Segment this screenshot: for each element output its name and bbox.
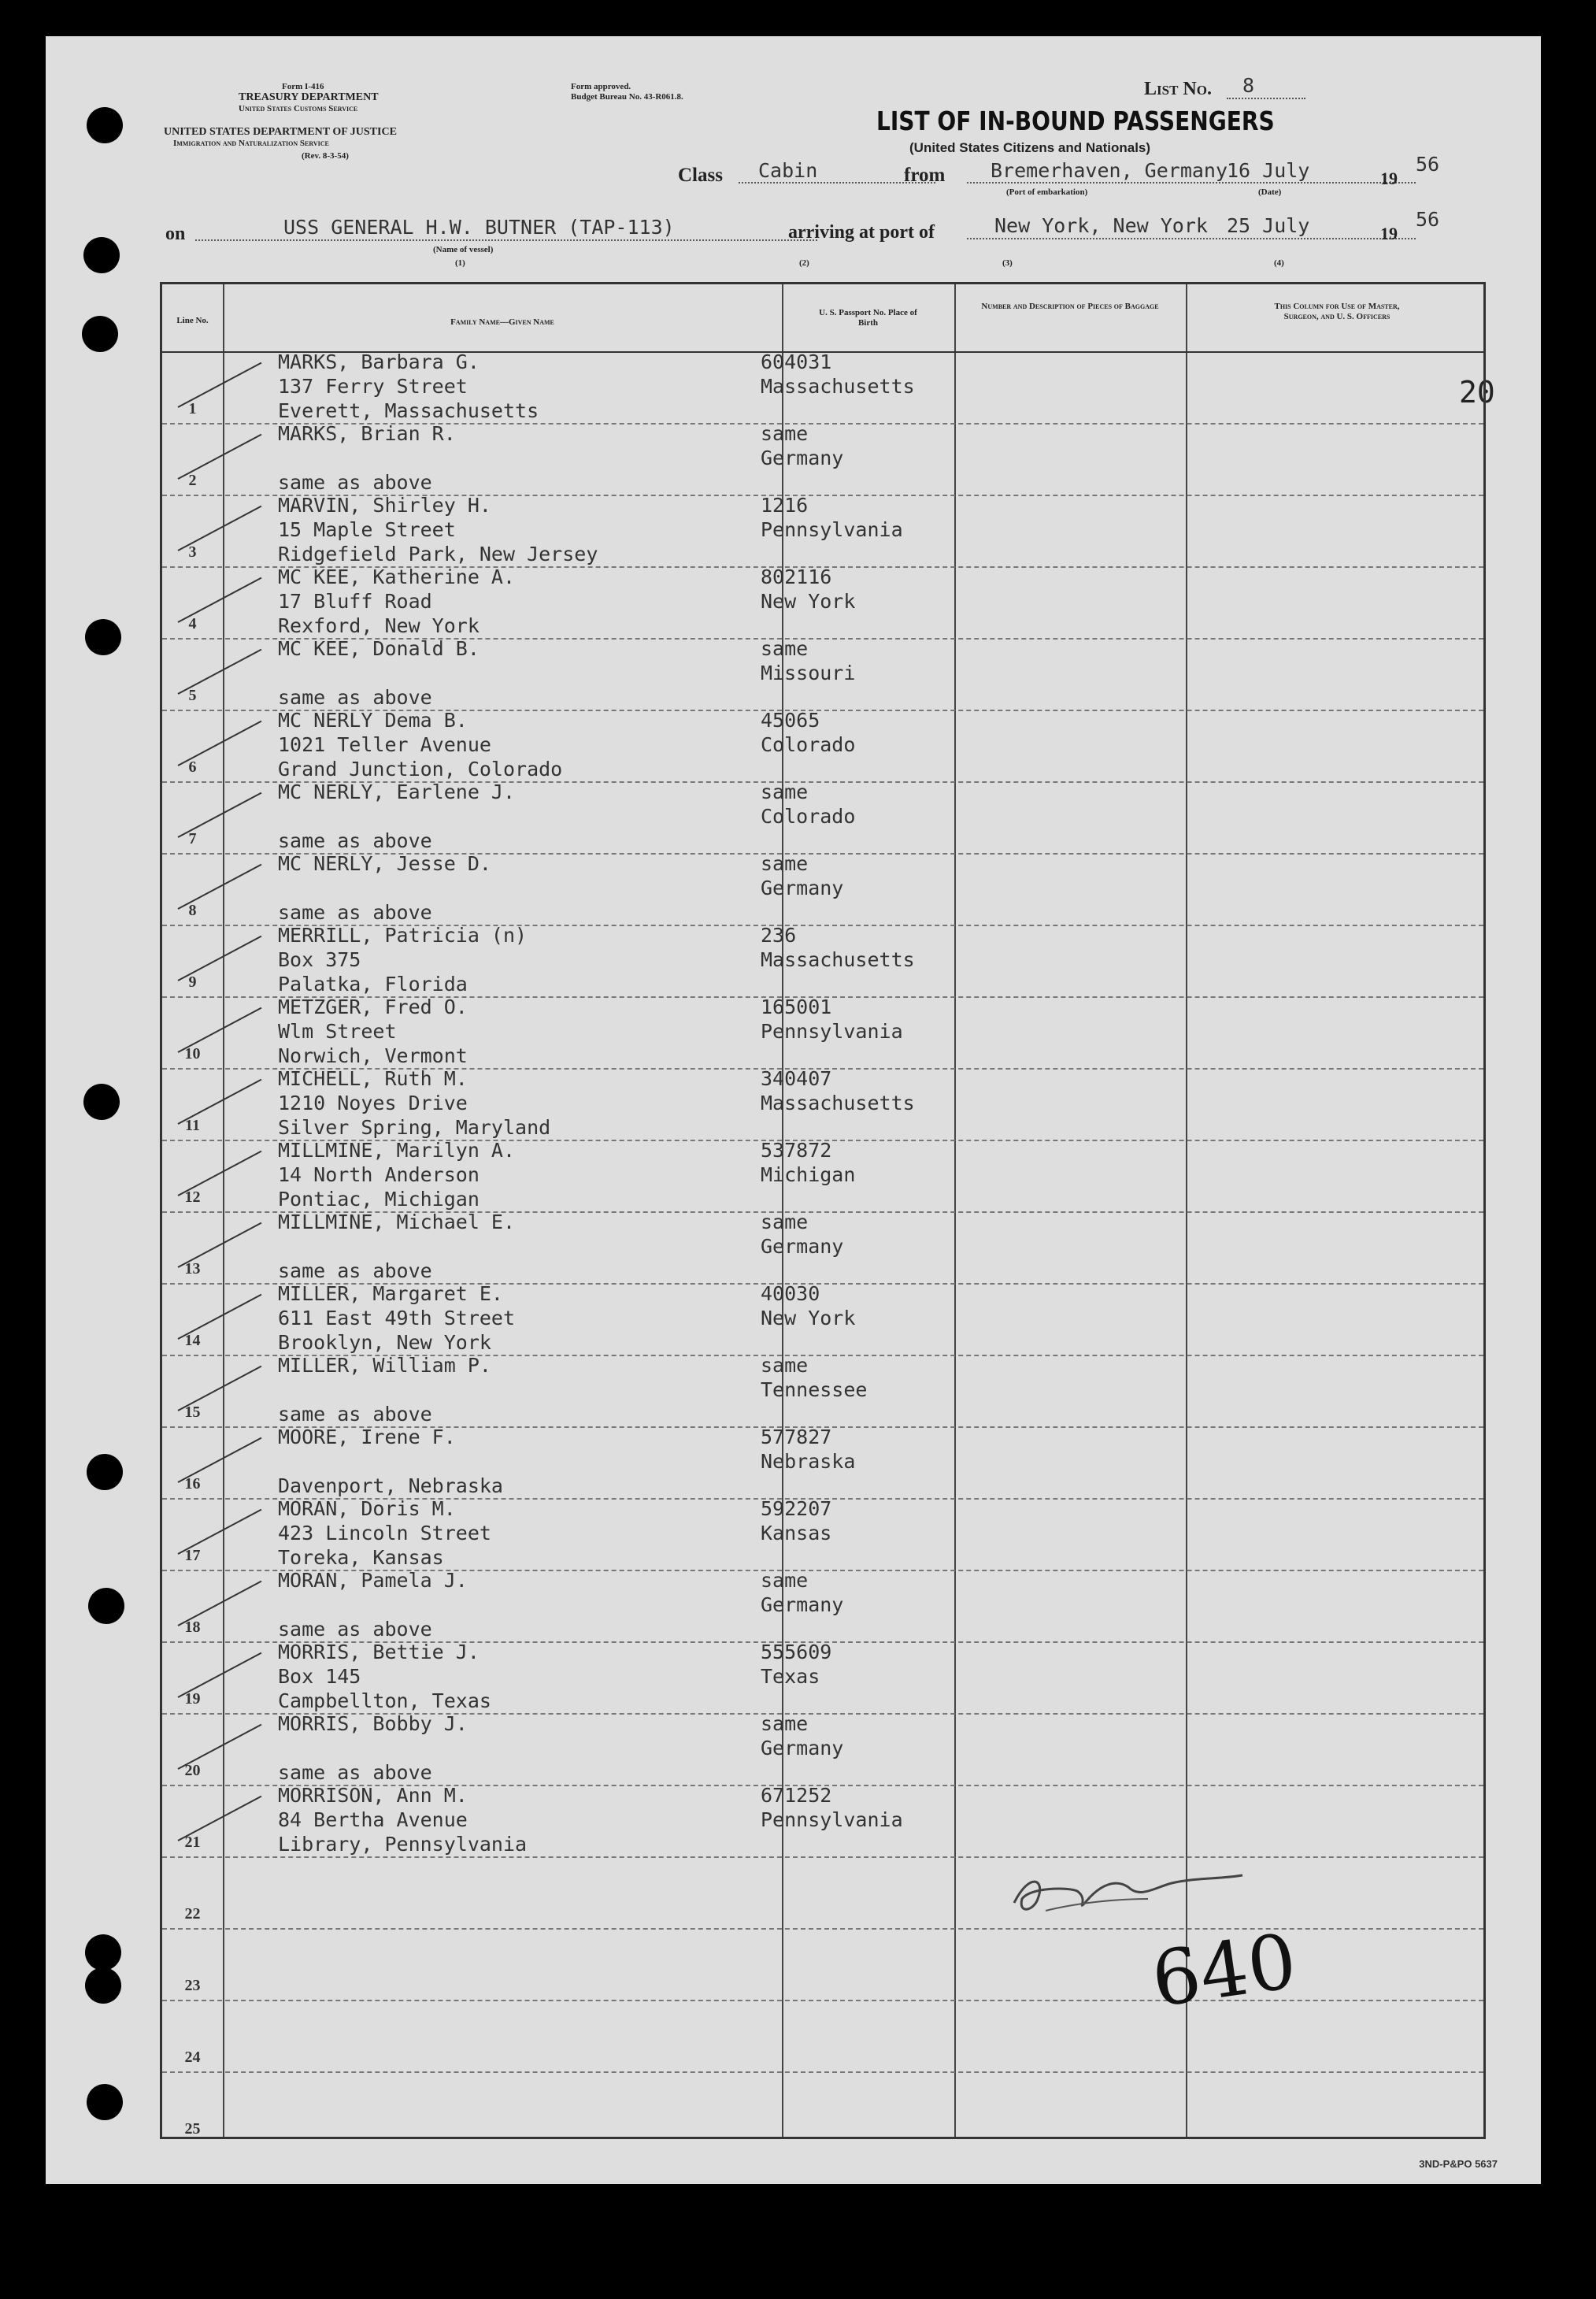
passport-birthplace: same Germany: [761, 1712, 844, 1759]
departure-date: 16 July: [1227, 159, 1310, 182]
dept-immigration: Immigration and Naturalization Service: [173, 139, 329, 148]
passenger-name: MICHELL, Ruth M. 1210 Noyes Drive Silver Spring, Maryland: [278, 1067, 551, 1139]
class-label: Class: [678, 165, 723, 186]
line-number: 1: [188, 400, 197, 417]
passport-birthplace: same Germany: [761, 1211, 844, 1258]
vessel-name: USS GENERAL H.W. BUTNER (TAP-113): [283, 216, 675, 239]
port-embark-label: (Port of embarkation): [1006, 187, 1088, 197]
arrival-year: 56: [1416, 208, 1440, 231]
arrival-port: New York, New York: [994, 214, 1208, 237]
line-number: 9: [188, 973, 197, 991]
line-number: 15: [184, 1404, 201, 1421]
passenger-name: MOORE, Irene F. Davenport, Nebraska: [278, 1426, 503, 1497]
stamp-number: 640: [1146, 1916, 1302, 2025]
passenger-name: MILLMINE, Marilyn A. 14 North Anderson Pontiac, Michigan: [278, 1139, 516, 1211]
passport-birthplace: 802116 New York: [761, 565, 856, 613]
line-number: 5: [188, 687, 197, 704]
passenger-name: MC NERLY, Jesse D. same as above: [278, 852, 491, 924]
passport-birthplace: 236 Massachusetts: [761, 924, 915, 971]
passport-birthplace: 1216 Pennsylvania: [761, 494, 903, 541]
line-number: 14: [184, 1332, 201, 1349]
line-number: 17: [184, 1547, 201, 1564]
passport-birthplace: 165001 Pennsylvania: [761, 996, 903, 1043]
passport-birthplace: 40030 New York: [761, 1282, 856, 1329]
header-baggage: Number and Description of Pieces of Baggage: [981, 302, 1159, 311]
punch-hole: [88, 1588, 124, 1624]
passport-birthplace: 340407 Massachusetts: [761, 1067, 915, 1114]
line-number: 3: [188, 543, 197, 561]
passenger-name: MORAN, Doris M. 423 Lincoln Street Toreka, Kansas: [278, 1497, 491, 1569]
passenger-name: MILLER, Margaret E. 611 East 49th Street Brooklyn, New York: [278, 1282, 516, 1354]
punch-hole: [83, 1084, 120, 1120]
punch-hole: [87, 1454, 123, 1490]
punch-hole: [87, 107, 123, 143]
header-passport: U. S. Passport No. Place of Birth: [819, 308, 917, 328]
passport-birthplace: 577827 Nebraska: [761, 1426, 856, 1473]
line-number: 20: [184, 1762, 201, 1779]
form-approved: Form approved.: [571, 82, 631, 91]
passport-birthplace: same Colorado: [761, 781, 856, 828]
passport-birthplace: 671252 Pennsylvania: [761, 1784, 903, 1831]
passenger-name: MARVIN, Shirley H. 15 Maple Street Ridgefield Park, New Jersey: [278, 494, 598, 565]
passenger-name: MORAN, Pamela J. same as above: [278, 1569, 468, 1641]
passenger-name: MORRIS, Bobby J. same as above: [278, 1712, 468, 1784]
passenger-name: MORRIS, Bettie J. Box 145 Campbellton, Texas: [278, 1641, 491, 1712]
header-line-no: Line No.: [176, 316, 209, 325]
punch-hole: [87, 2084, 123, 2120]
passport-birthplace: same Tennessee: [761, 1354, 868, 1401]
form-number: Form I-416: [282, 82, 324, 91]
header-officers: This Column for Use of Master, Surgeon, and U. S. Officers: [1274, 302, 1400, 321]
form-title: LIST OF IN-BOUND PASSENGERS: [876, 106, 1275, 136]
line-number: 19: [184, 1690, 201, 1708]
punch-hole: [85, 619, 121, 655]
passenger-name: METZGER, Fred O. Wlm Street Norwich, Vermont: [278, 996, 468, 1067]
line-number: 13: [184, 1260, 201, 1277]
dept-customs: United States Customs Service: [239, 104, 358, 113]
passport-birthplace: same Germany: [761, 1569, 844, 1616]
punch-hole: [85, 1967, 121, 2004]
line-number: 23: [184, 1977, 201, 1994]
list-no-label: List No.: [1144, 79, 1212, 99]
date-label: (Date): [1258, 187, 1282, 197]
arriving-label: arriving at port of: [788, 222, 935, 243]
arrival-date: 25 July: [1227, 214, 1310, 237]
line-number: 8: [188, 902, 197, 919]
punch-hole: [83, 237, 120, 273]
line-number: 18: [184, 1619, 201, 1636]
budget-bureau: Budget Bureau No. 43-R061.8.: [571, 92, 683, 102]
passenger-name: MC KEE, Donald B. same as above: [278, 637, 480, 709]
line-number: 16: [184, 1475, 201, 1492]
passport-birthplace: same Missouri: [761, 637, 856, 684]
from-value: Bremerhaven, Germany: [991, 159, 1228, 182]
line-number: 10: [184, 1045, 201, 1062]
form-page: [46, 36, 1541, 2184]
dept-treasury: TREASURY DEPARTMENT: [239, 91, 379, 103]
line-number: 12: [184, 1188, 201, 1206]
line-number: 22: [184, 1905, 201, 1923]
passport-birthplace: 537872 Michigan: [761, 1139, 856, 1186]
passport-birthplace: same Germany: [761, 852, 844, 899]
line-number: 21: [184, 1834, 201, 1851]
passenger-name: MILLER, William P. same as above: [278, 1354, 491, 1426]
line-number: 25: [184, 2120, 201, 2138]
col-number-4: (4): [1274, 258, 1284, 268]
form-subtitle: (United States Citizens and Nationals): [909, 140, 1151, 155]
passport-birthplace: 592207 Kansas: [761, 1497, 832, 1544]
passport-birthplace: 555609 Texas: [761, 1641, 832, 1688]
punch-hole: [85, 1934, 121, 1971]
dept-justice: UNITED STATES DEPARTMENT OF JUSTICE: [164, 126, 397, 138]
line-number: 6: [188, 758, 197, 776]
passenger-name: MC KEE, Katherine A. 17 Bluff Road Rexford, New York: [278, 565, 516, 637]
departure-year: 56: [1416, 153, 1440, 176]
passenger-name: MARKS, Brian R. same as above: [278, 422, 456, 494]
col-number-2: (2): [799, 258, 809, 268]
passenger-name: MORRISON, Ann M. 84 Bertha Avenue Library, Pennsylvania: [278, 1784, 528, 1856]
footer-code: 3ND-P&PO 5637: [1419, 2158, 1498, 2170]
line-number: 11: [185, 1117, 200, 1134]
revision: (Rev. 8-3-54): [302, 151, 349, 161]
col-number-1: (1): [455, 258, 465, 268]
from-label: from: [904, 165, 946, 186]
header-name: Family Name—Given Name: [450, 317, 554, 327]
year-prefix: 19: [1380, 169, 1398, 188]
passport-birthplace: 45065 Colorado: [761, 709, 856, 756]
passport-birthplace: same Germany: [761, 422, 844, 469]
class-value: Cabin: [758, 159, 818, 182]
year-prefix-2: 19: [1380, 224, 1398, 243]
punch-hole: [82, 316, 118, 352]
margin-number: 20: [1459, 375, 1495, 410]
passport-birthplace: 604031 Massachusetts: [761, 350, 915, 398]
line-number: 24: [184, 2049, 201, 2066]
col-number-3: (3): [1002, 258, 1013, 268]
list-no-value: 8: [1242, 74, 1255, 97]
passenger-name: MILLMINE, Michael E. same as above: [278, 1211, 516, 1282]
passenger-name: MERRILL, Patricia (n) Box 375 Palatka, Florida: [278, 924, 528, 996]
passenger-name: MC NERLY Dema B. 1021 Teller Avenue Grand Junction, Colorado: [278, 709, 563, 781]
line-number: 2: [188, 472, 197, 489]
vessel-label: (Name of vessel): [433, 245, 494, 254]
line-number: 7: [188, 830, 197, 847]
passenger-name: MC NERLY, Earlene J. same as above: [278, 781, 516, 852]
on-label: on: [165, 224, 186, 244]
passenger-name: MARKS, Barbara G. 137 Ferry Street Everett, Massachusetts: [278, 350, 539, 422]
line-number: 4: [188, 615, 197, 632]
